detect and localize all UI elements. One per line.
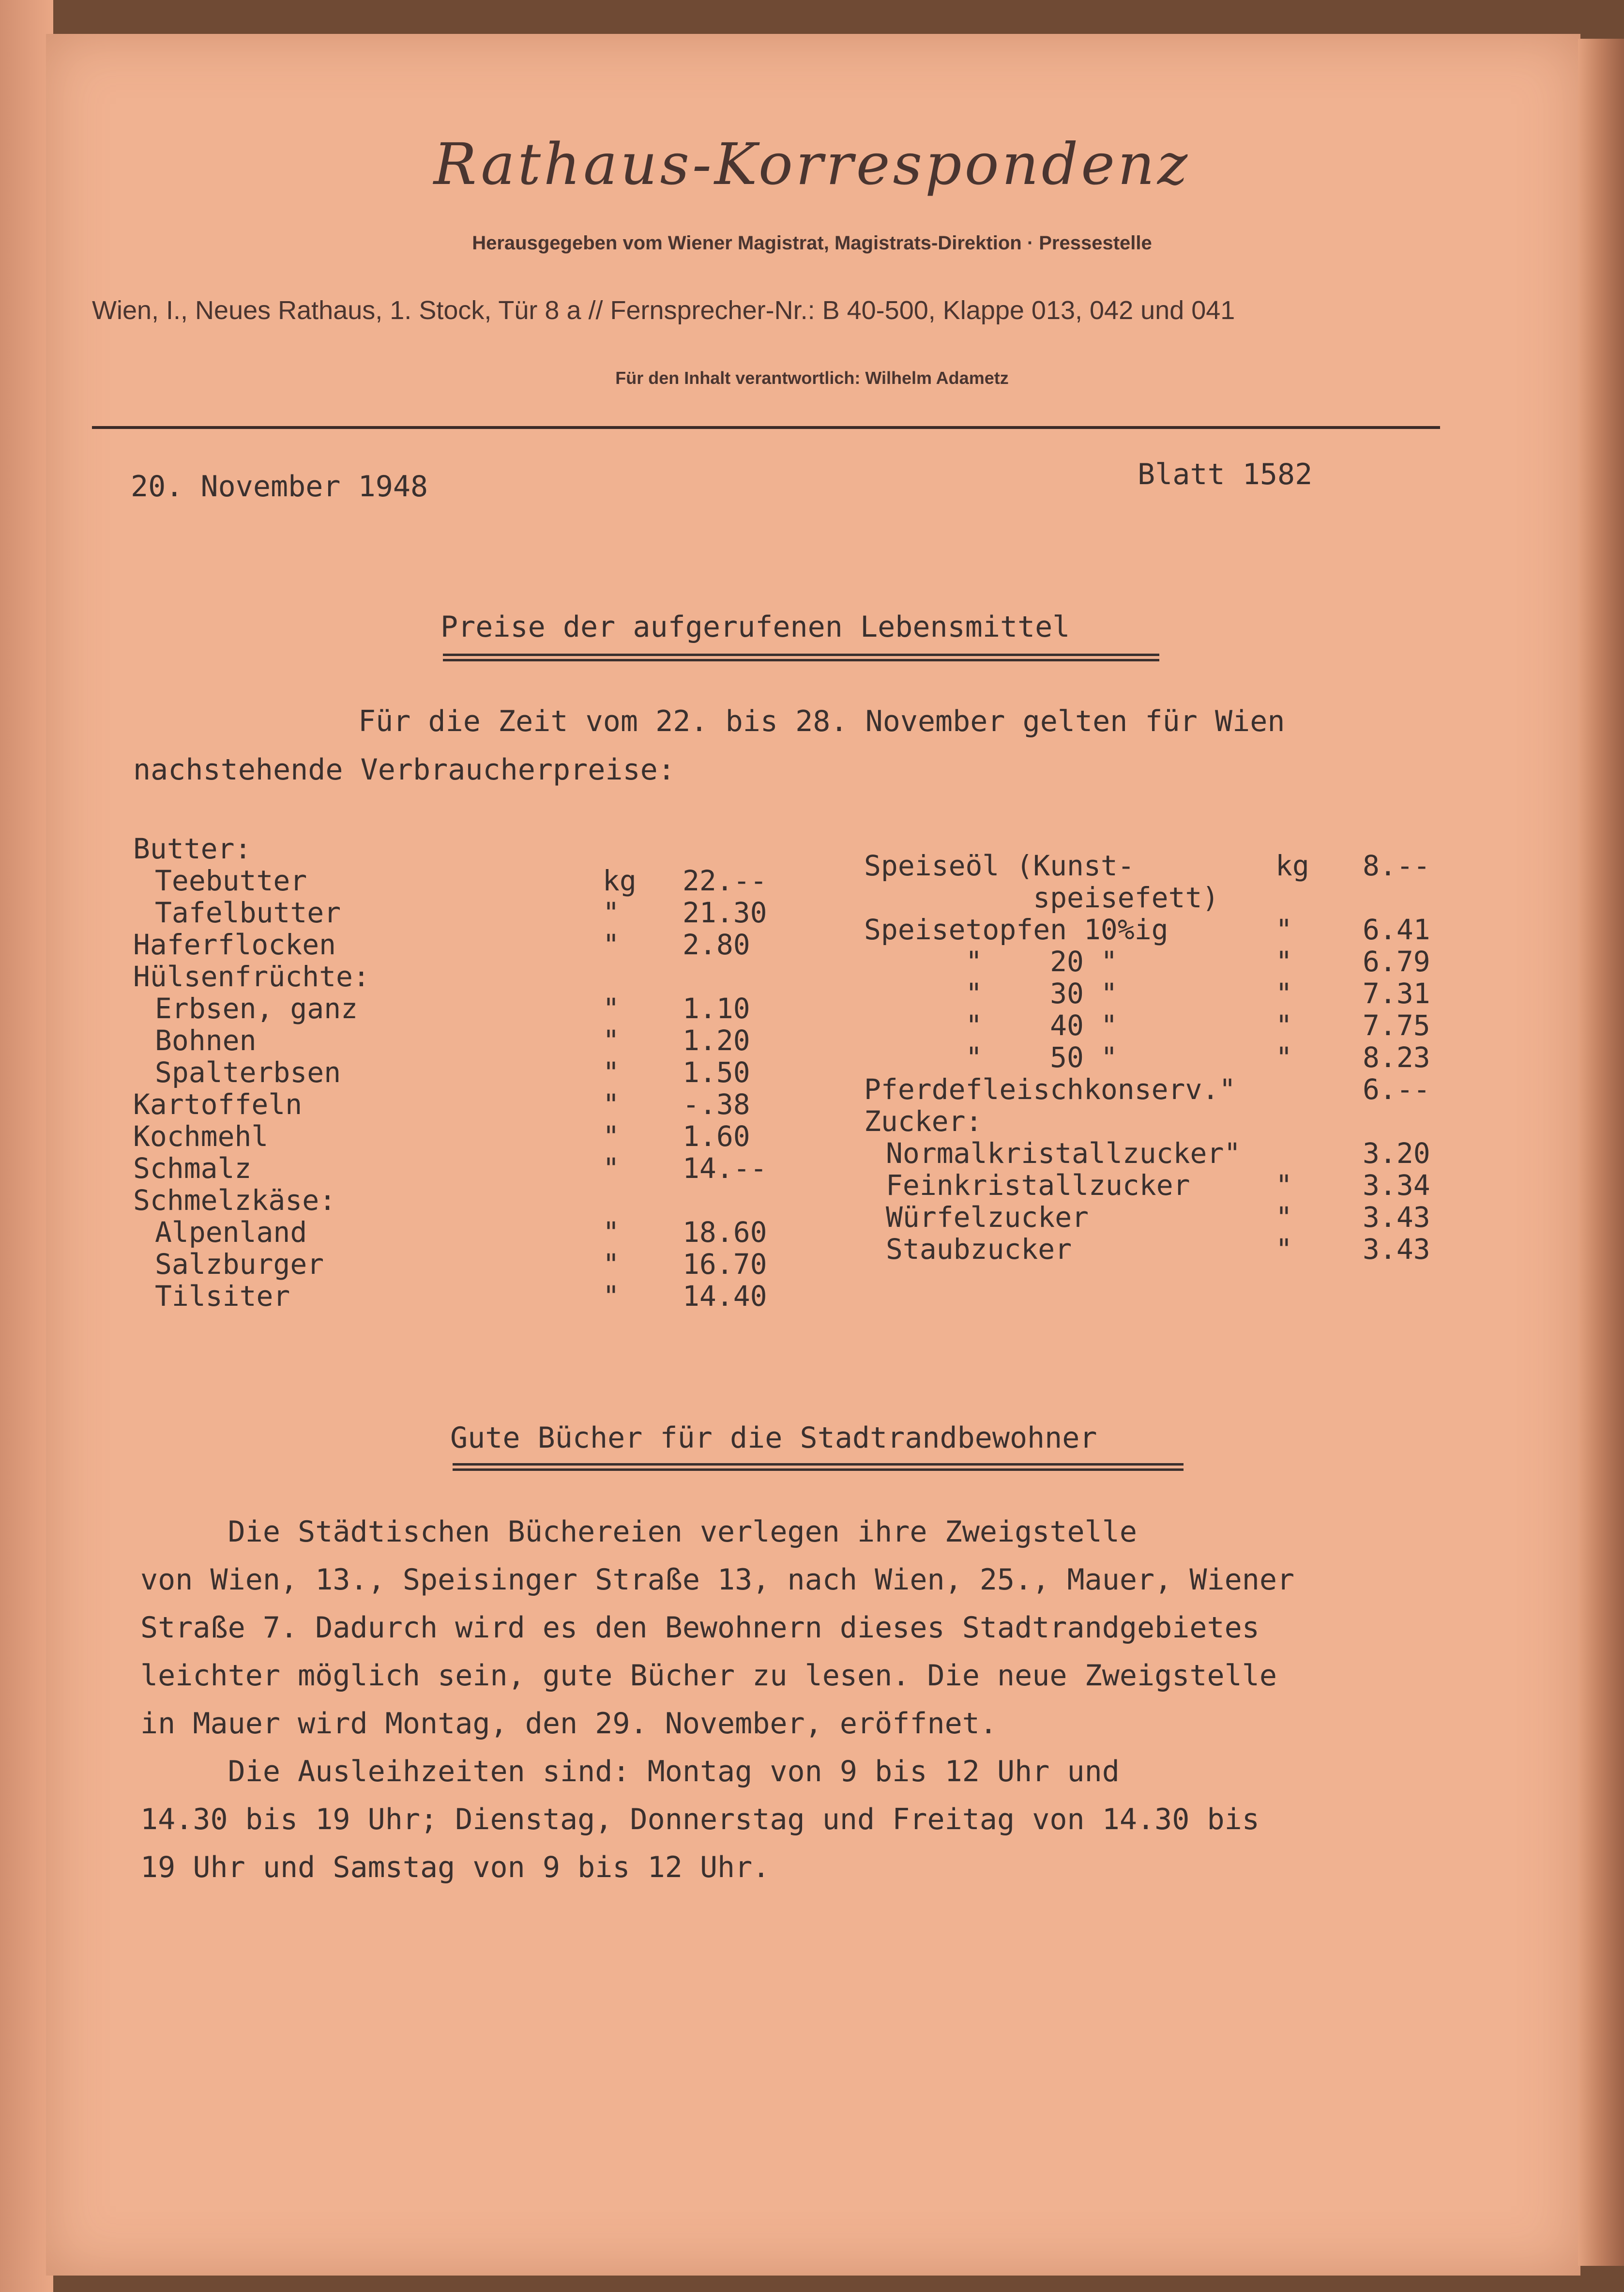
price-row [133,1152,811,1184]
item-name: Haferflocken [133,928,336,961]
price-list-left [133,833,811,1312]
article2-line: Straße 7. Dadurch wird es den Bewohnern dieses Stadtrandgebietes [140,1611,1260,1645]
item-name: " 20 " [864,945,1118,978]
item-price: 6.79 [1363,945,1430,978]
item-name: Alpenland [155,1216,307,1249]
item-unit: " [603,1216,620,1249]
article1-intro-line1: Für die Zeit vom 22. bis 28. November gelten für Wien [358,704,1285,738]
item-name: Schmelzkäse: [133,1184,336,1217]
masthead-rule [92,426,1440,429]
price-row [133,961,811,993]
article2-line: 14.30 bis 19 Uhr; Dienstag, Donnerstag und Freitag von 14.30 bis [140,1803,1260,1836]
item-name: Speisetopfen 10%ig [864,913,1169,946]
item-unit: " [1275,913,1292,946]
item-price: 3.43 [1363,1201,1430,1234]
masthead-publisher: Herausgegeben vom Wiener Magistrat, Magistrats-Direktion · Pressestelle [472,232,1152,254]
item-price: 3.43 [1363,1233,1430,1266]
item-unit: " [1275,1009,1292,1042]
item-name: Spalterbsen [155,1056,341,1089]
item-unit: kg [1275,849,1309,882]
item-unit: " [603,1152,620,1185]
price-list-right [864,850,1450,1265]
article1-heading: Preise der aufgerufenen Lebensmittel [440,610,1070,644]
item-price: 8.23 [1363,1041,1430,1074]
item-unit: " [1275,1041,1292,1074]
item-unit: kg [603,864,637,897]
item-name: Butter: [133,832,252,865]
item-price: 6.41 [1363,913,1430,946]
item-unit: " [603,1280,620,1313]
item-name: Zucker: [864,1105,983,1138]
item-unit: " [603,992,620,1025]
item-unit: " [603,896,620,929]
article2-line: in Mauer wird Montag, den 29. November, eröffnet. [140,1707,998,1741]
issue-date: 20. November 1948 [131,470,428,504]
item-price: 14.-- [683,1152,767,1185]
masthead-responsible: Für den Inhalt verantwortlich: Wilhelm Adametz [615,368,1009,388]
item-price: 1.60 [683,1120,750,1153]
article2-line: Die Städtischen Büchereien verlegen ihre Zweigstelle [140,1515,1138,1549]
price-row [864,1073,1450,1105]
item-unit: " [603,1120,620,1153]
item-price: 7.31 [1363,977,1430,1010]
price-row [133,1088,811,1120]
masthead-address: Wien, I., Neues Rathaus, 1. Stock, Tür 8 a // Fernsprecher-Nr.: B 40-500, Klappe 013, 042 und 041 [92,296,1235,325]
price-row [133,929,811,961]
item-name: Pferdefleischkonserv." [864,1073,1236,1106]
price-row [133,1184,811,1216]
item-name: Normalkristallzucker" [886,1137,1241,1170]
price-row [864,1009,1450,1041]
item-name: Staubzucker [886,1233,1072,1266]
item-price: 16.70 [683,1248,767,1281]
article2-heading-underline [453,1463,1184,1471]
item-name: Salzburger [155,1248,324,1281]
article1-heading-underline [443,654,1159,661]
item-name: Erbsen, ganz [155,992,358,1025]
item-unit: " [1275,977,1292,1010]
item-price: 3.20 [1363,1137,1430,1170]
price-row [864,914,1450,946]
item-price: 8.-- [1363,849,1430,882]
item-name: Kochmehl [133,1120,269,1153]
sheet-number: Blatt 1582 [1138,458,1313,491]
masthead-title: Rathaus-Korrespondenz [433,131,1191,198]
article2-line: 19 Uhr und Samstag von 9 bis 12 Uhr. [140,1850,770,1884]
item-name: Tafelbutter [155,896,341,929]
item-unit: " [603,928,620,961]
article2-line: Die Ausleihzeiten sind: Montag von 9 bis 12 Uhr und [140,1755,1120,1788]
item-name: Teebutter [155,864,307,897]
article2-body [140,1508,1428,1892]
item-price: 6.-- [1363,1073,1430,1106]
book-spine [0,0,53,2292]
price-row [864,850,1450,882]
price-row [864,946,1450,978]
price-row [864,1137,1450,1169]
price-row [133,1216,811,1248]
item-price: 1.10 [683,992,750,1025]
item-name: Würfelzucker [886,1201,1089,1234]
item-unit: " [1275,1233,1292,1266]
item-name: Bohnen [155,1024,257,1057]
item-price: 22.-- [683,864,767,897]
item-unit: " [603,1248,620,1281]
price-row [133,1248,811,1280]
item-name: Tilsiter [155,1280,290,1313]
item-unit: " [603,1024,620,1057]
article2-heading: Gute Bücher für die Stadtrandbewohner [450,1421,1097,1455]
price-row [864,1169,1450,1201]
item-unit: " [603,1088,620,1121]
price-row [133,865,811,897]
price-row [133,1024,811,1056]
item-price: 1.50 [683,1056,750,1089]
price-row [864,978,1450,1009]
article1-intro-line2: nachstehende Verbraucherpreise: [133,753,675,787]
price-row [864,1105,1450,1137]
item-price: 2.80 [683,928,750,961]
item-name: Hülsenfrüchte: [133,960,370,993]
price-row [864,882,1450,914]
item-unit: " [1275,1169,1292,1202]
item-name: speisefett) [864,881,1219,914]
price-row [133,993,811,1024]
item-price: 21.30 [683,896,767,929]
price-row [864,1233,1450,1265]
item-price: -.38 [683,1088,750,1121]
price-row [133,897,811,929]
price-row [133,1056,811,1088]
item-unit: " [1275,945,1292,978]
item-price: 14.40 [683,1280,767,1313]
item-unit: " [603,1056,620,1089]
article2-line: von Wien, 13., Speisinger Straße 13, nach Wien, 25., Mauer, Wiener [140,1563,1295,1597]
price-row [133,1280,811,1312]
item-name: Speiseöl (Kunst- [864,849,1135,882]
item-price: 18.60 [683,1216,767,1249]
item-name: Feinkristallzucker [886,1169,1190,1202]
price-row [864,1201,1450,1233]
item-name: " 30 " [864,977,1118,1010]
price-row [133,833,811,865]
item-name: " 50 " [864,1041,1118,1074]
item-unit: " [1275,1201,1292,1234]
price-row [864,1041,1450,1073]
item-name: Schmalz [133,1152,252,1185]
item-name: " 40 " [864,1009,1118,1042]
article2-line: leichter möglich sein, gute Bücher zu lesen. Die neue Zweigstelle [140,1659,1277,1693]
item-price: 7.75 [1363,1009,1430,1042]
item-name: Kartoffeln [133,1088,303,1121]
item-price: 1.20 [683,1024,750,1057]
item-price: 3.34 [1363,1169,1430,1202]
price-row [133,1120,811,1152]
